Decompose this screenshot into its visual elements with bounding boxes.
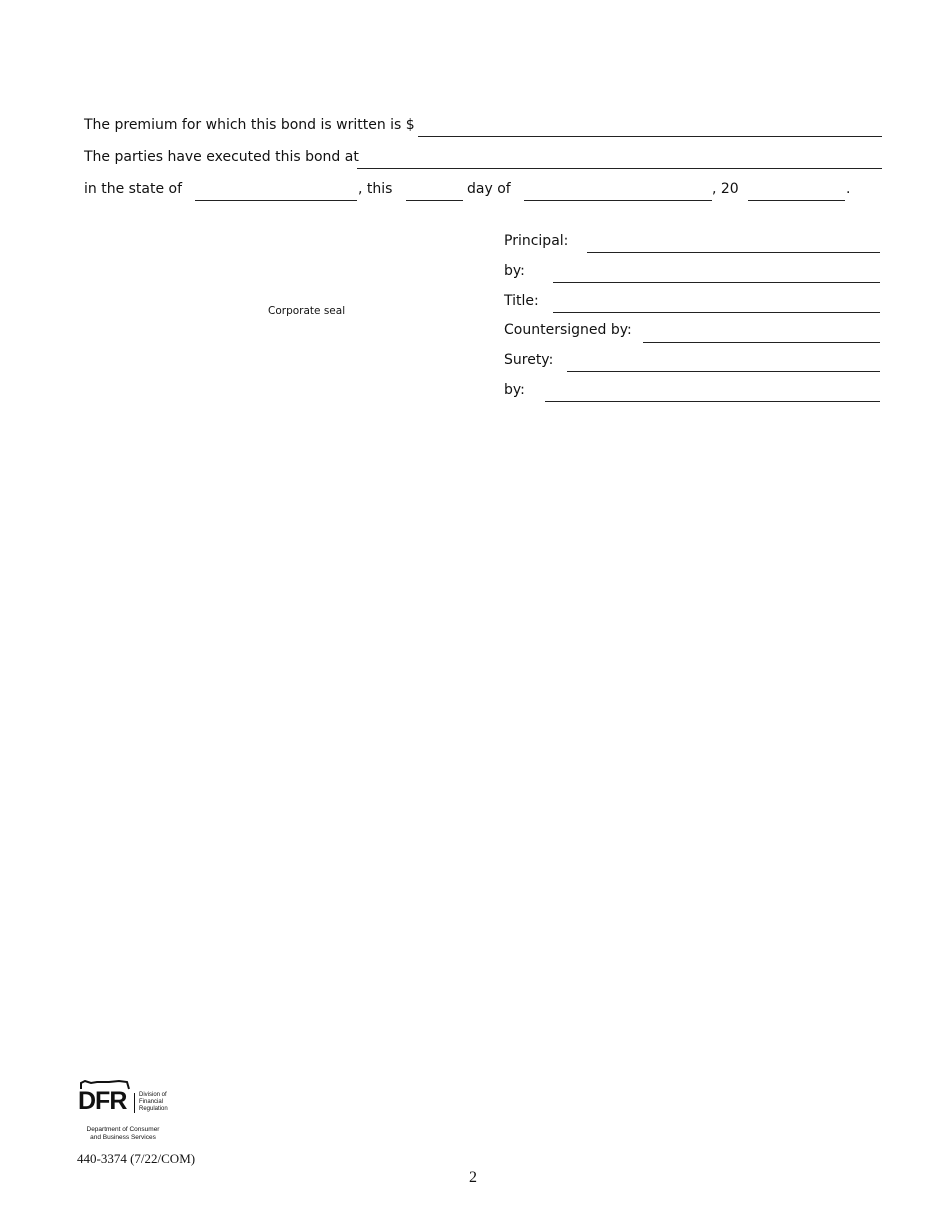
state-field[interactable] bbox=[195, 200, 357, 201]
month-field[interactable] bbox=[524, 200, 712, 201]
logo-division-text: Division of bbox=[139, 1092, 167, 1098]
dfr-logo bbox=[78, 1080, 178, 1142]
day-of-label: day of bbox=[467, 181, 511, 197]
surety-label: Surety: bbox=[504, 352, 554, 368]
surety-field[interactable] bbox=[567, 371, 880, 372]
principal-label: Principal: bbox=[504, 233, 569, 249]
logo-financial-text: Financial bbox=[139, 1099, 164, 1105]
countersigned-field[interactable] bbox=[643, 342, 880, 343]
corporate-seal-label: Corporate seal bbox=[268, 305, 346, 317]
principal-field[interactable] bbox=[587, 252, 880, 253]
period: . bbox=[846, 181, 851, 197]
this-label: , this bbox=[358, 181, 393, 197]
page-number: 2 bbox=[469, 1169, 477, 1186]
year-label: , 20 bbox=[712, 181, 739, 197]
logo-divider bbox=[134, 1093, 135, 1113]
executed-location-field[interactable] bbox=[357, 168, 882, 169]
day-field[interactable] bbox=[406, 200, 463, 201]
premium-amount-field[interactable] bbox=[418, 136, 882, 137]
title-label: Title: bbox=[504, 293, 539, 309]
year-field[interactable] bbox=[748, 200, 845, 201]
dept-line-1: Department of Consumer bbox=[86, 1126, 160, 1133]
premium-label: The premium for which this bond is written is $ bbox=[84, 117, 415, 133]
countersigned-label: Countersigned by: bbox=[504, 322, 632, 338]
dfr-logo-text: DFR bbox=[78, 1087, 127, 1115]
principal-by-label: by: bbox=[504, 263, 525, 279]
title-field[interactable] bbox=[553, 312, 880, 313]
logo-regulation-text: Regulation bbox=[139, 1106, 168, 1112]
surety-by-label: by: bbox=[504, 382, 525, 398]
state-label: in the state of bbox=[84, 181, 183, 197]
surety-by-field[interactable] bbox=[545, 401, 880, 402]
dept-line-2: and Business Services bbox=[90, 1134, 156, 1141]
principal-by-field[interactable] bbox=[553, 282, 880, 283]
executed-at-label: The parties have executed this bond at bbox=[84, 149, 359, 165]
form-number: 440-3374 (7/22/COM) bbox=[77, 1151, 196, 1166]
